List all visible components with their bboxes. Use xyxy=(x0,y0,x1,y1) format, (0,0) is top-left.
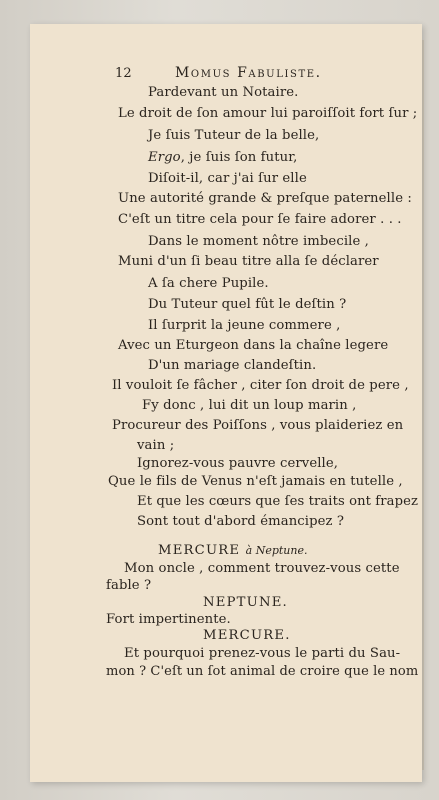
running-title: Momus Fabuliste. xyxy=(175,65,322,81)
verse-line: Il vouloit ſe fâcher , citer ſon droit de pere , xyxy=(112,378,409,393)
latin-word: Ergo xyxy=(148,150,181,165)
verse-line: Une autorité grande & preſque paternelle : xyxy=(118,191,412,206)
verse-line xyxy=(148,150,297,166)
speaker-heading: NEPTUNE. xyxy=(203,595,288,610)
verse-line: Le droit de ſon amour lui paroiſſoit fort ſur ; xyxy=(118,106,418,121)
verse-line: Il ſurprit la jeune commere , xyxy=(148,318,341,333)
verse-line: D'un mariage clandeſtin. xyxy=(148,358,317,373)
verse-line: Et que les cœurs que ſes traits ont frapez xyxy=(137,494,418,509)
page-number: 12 xyxy=(115,66,132,81)
speaker-name: MERCURE xyxy=(158,543,241,558)
verse-line: Fy donc , lui dit un loup marin , xyxy=(142,398,357,413)
verse-line: Pardevant un Notaire. xyxy=(148,85,299,100)
verse-line: vain ; xyxy=(137,438,175,453)
dialogue-line: Mon oncle , comment trouvez-vous cette xyxy=(124,561,400,576)
dialogue-line: mon ? C'eſt un ſot animal de croire que le nom xyxy=(106,664,419,679)
speaker-heading xyxy=(158,543,307,559)
verse-line: Avec un Eturgeon dans la chaîne legere xyxy=(118,338,389,353)
speaker-heading: MERCURE. xyxy=(203,628,291,643)
verse-line: Du Tuteur quel fût le deſtin ? xyxy=(148,297,347,312)
verse-line: Que le fils de Venus n'eſt jamais en tutelle , xyxy=(108,474,403,489)
verse-text: , je ſuis ſon futur, xyxy=(180,150,298,165)
speaker-addressee: à Neptune. xyxy=(245,544,308,557)
verse-line: Dans le moment nôtre imbecile , xyxy=(148,234,369,249)
verse-line: Ignorez-vous pauvre cervelle, xyxy=(137,456,339,471)
verse-line: C'eſt un titre cela pour ſe faire adorer . . . xyxy=(118,212,402,227)
dialogue-line: Et pourquoi prenez-vous le parti du Sau- xyxy=(124,646,401,661)
verse-line: Je ſuis Tuteur de la belle, xyxy=(148,128,320,143)
verse-line: A ſa chere Pupile. xyxy=(148,276,269,291)
verse-line: Diſoit-il, car j'ai ſur elle xyxy=(148,171,307,186)
dialogue-line: fable ? xyxy=(106,578,152,593)
verse-line: Muni d'un ſi beau titre alla ſe déclarer xyxy=(118,254,379,269)
verse-line: Sont tout d'abord émancipez ? xyxy=(137,514,345,529)
dialogue-line: Fort impertinente. xyxy=(106,612,231,627)
verse-line: Procureur des Poiſſons , vous plaideriez en xyxy=(112,418,404,433)
